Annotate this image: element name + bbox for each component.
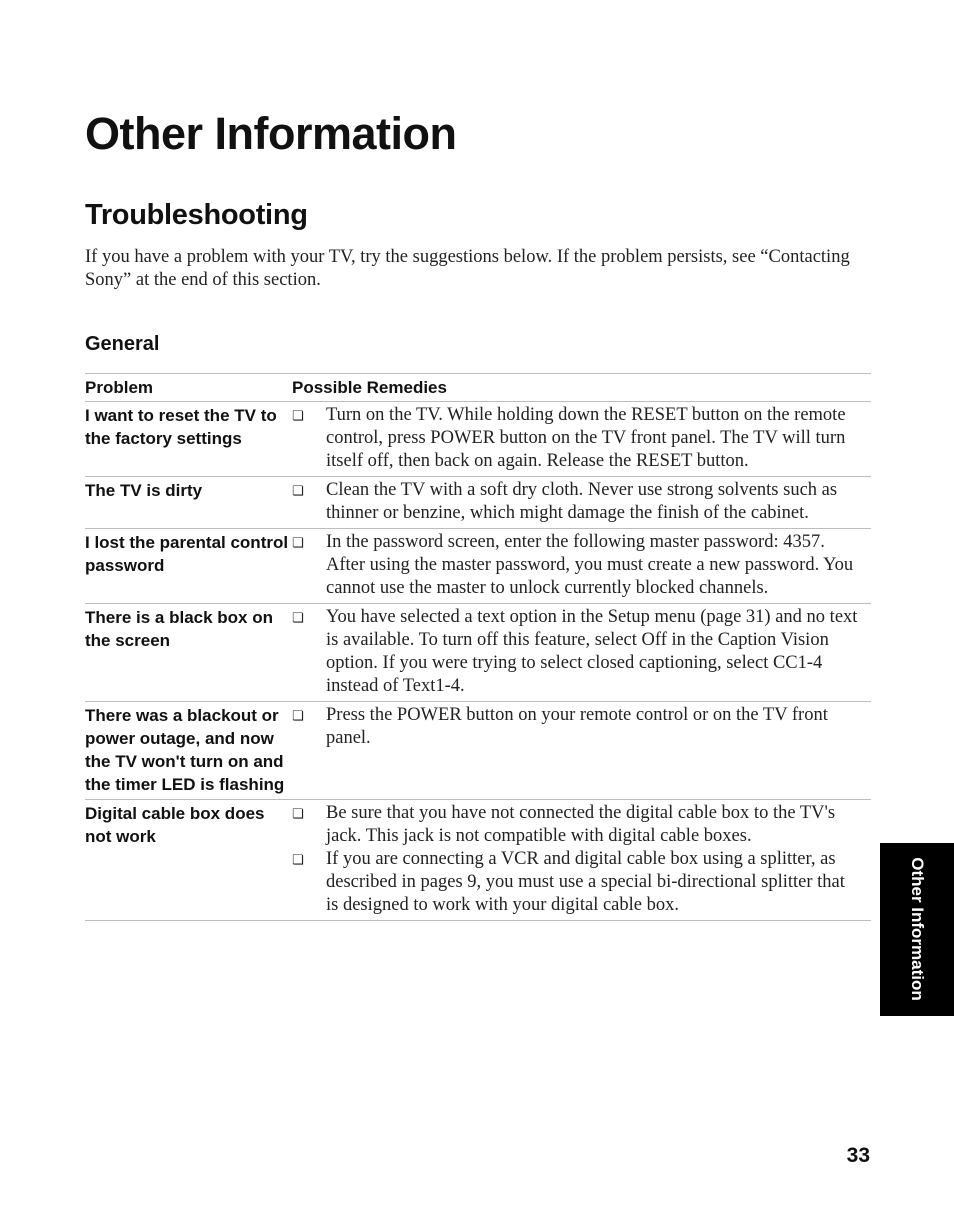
remedies-cell [292, 404, 871, 473]
checkbox-bullet-icon: ❏ [292, 484, 304, 499]
table-header [85, 374, 871, 402]
table-row [85, 402, 871, 477]
table-row [85, 800, 871, 921]
page-title: Other Information [85, 108, 457, 159]
page-number: 33 [846, 1144, 870, 1167]
checkbox-bullet-icon: ❏ [292, 807, 304, 822]
remedy-item [292, 404, 871, 473]
checkbox-bullet-icon: ❏ [292, 409, 304, 424]
problem-cell: I lost the parental control password [85, 533, 289, 575]
remedies-cell [292, 704, 871, 796]
problem-cell: The TV is dirty [85, 481, 203, 500]
remedies-cell [292, 479, 871, 525]
remedy-text: Turn on the TV. While holding down the RESET button on the remote control, press POWER button on the TV front panel. The TV will turn itself off, then back on again. Release the RESET button. [326, 405, 846, 471]
header-remedies: Possible Remedies [292, 377, 447, 397]
problem-cell: Digital cable box does not work [85, 804, 265, 846]
remedy-item [292, 531, 871, 600]
remedy-item [292, 848, 871, 917]
remedy-text: Press the POWER button on your remote control or on the TV front panel. [326, 705, 828, 748]
remedy-item [292, 802, 871, 848]
remedy-item [292, 479, 871, 525]
table-row [85, 702, 871, 800]
checkbox-bullet-icon: ❏ [292, 611, 304, 626]
remedy-text: Be sure that you have not connected the digital cable box to the TV's jack. This jack is not compatible with digital cable boxes. [326, 803, 836, 846]
problem-cell: I want to reset the TV to the factory settings [85, 406, 277, 448]
intro-paragraph: If you have a problem with your TV, try the suggestions below. If the problem persists, see “Contacting Sony” at the end of this section. [85, 247, 850, 290]
remedies-cell [292, 802, 871, 917]
subsection-heading: General [85, 333, 160, 355]
remedy-text: In the password screen, enter the following master password: 4357. After using the master password, you must create a new password. You cannot use the master to unlock currently blocked channels. [326, 532, 854, 598]
side-tab-label: Other Information [908, 857, 927, 1001]
remedy-item [292, 704, 871, 750]
remedy-text: You have selected a text option in the Setup menu (page 31) and no text is available. To turn off this feature, select Off in the Caption Vision option. If you were trying to select closed captioning, select CC1-4 instead of Text1-4. [326, 607, 858, 696]
problem-cell: There is a black box on the screen [85, 608, 274, 650]
header-problem: Problem [85, 377, 154, 397]
problem-cell: There was a blackout or power outage, and now the TV won't turn on and the timer LED is flashing [85, 706, 285, 794]
remedy-item [292, 606, 871, 698]
remedy-text: Clean the TV with a soft dry cloth. Never use strong solvents such as thinner or benzine, which might damage the finish of the cabinet. [326, 480, 838, 523]
remedies-cell [292, 606, 871, 698]
table-row [85, 477, 871, 529]
checkbox-bullet-icon: ❏ [292, 709, 304, 724]
troubleshooting-table [85, 373, 871, 921]
remedy-text: If you are connecting a VCR and digital cable box using a splitter, as described in pages 9, you must use a special bi-directional splitter that is designed to work with your digital cable box. [326, 849, 845, 915]
checkbox-bullet-icon: ❏ [292, 536, 304, 551]
table-row [85, 529, 871, 604]
checkbox-bullet-icon: ❏ [292, 853, 304, 868]
table-row [85, 604, 871, 702]
section-heading: Troubleshooting [85, 199, 308, 231]
side-tab [880, 843, 954, 1016]
remedies-cell [292, 531, 871, 600]
